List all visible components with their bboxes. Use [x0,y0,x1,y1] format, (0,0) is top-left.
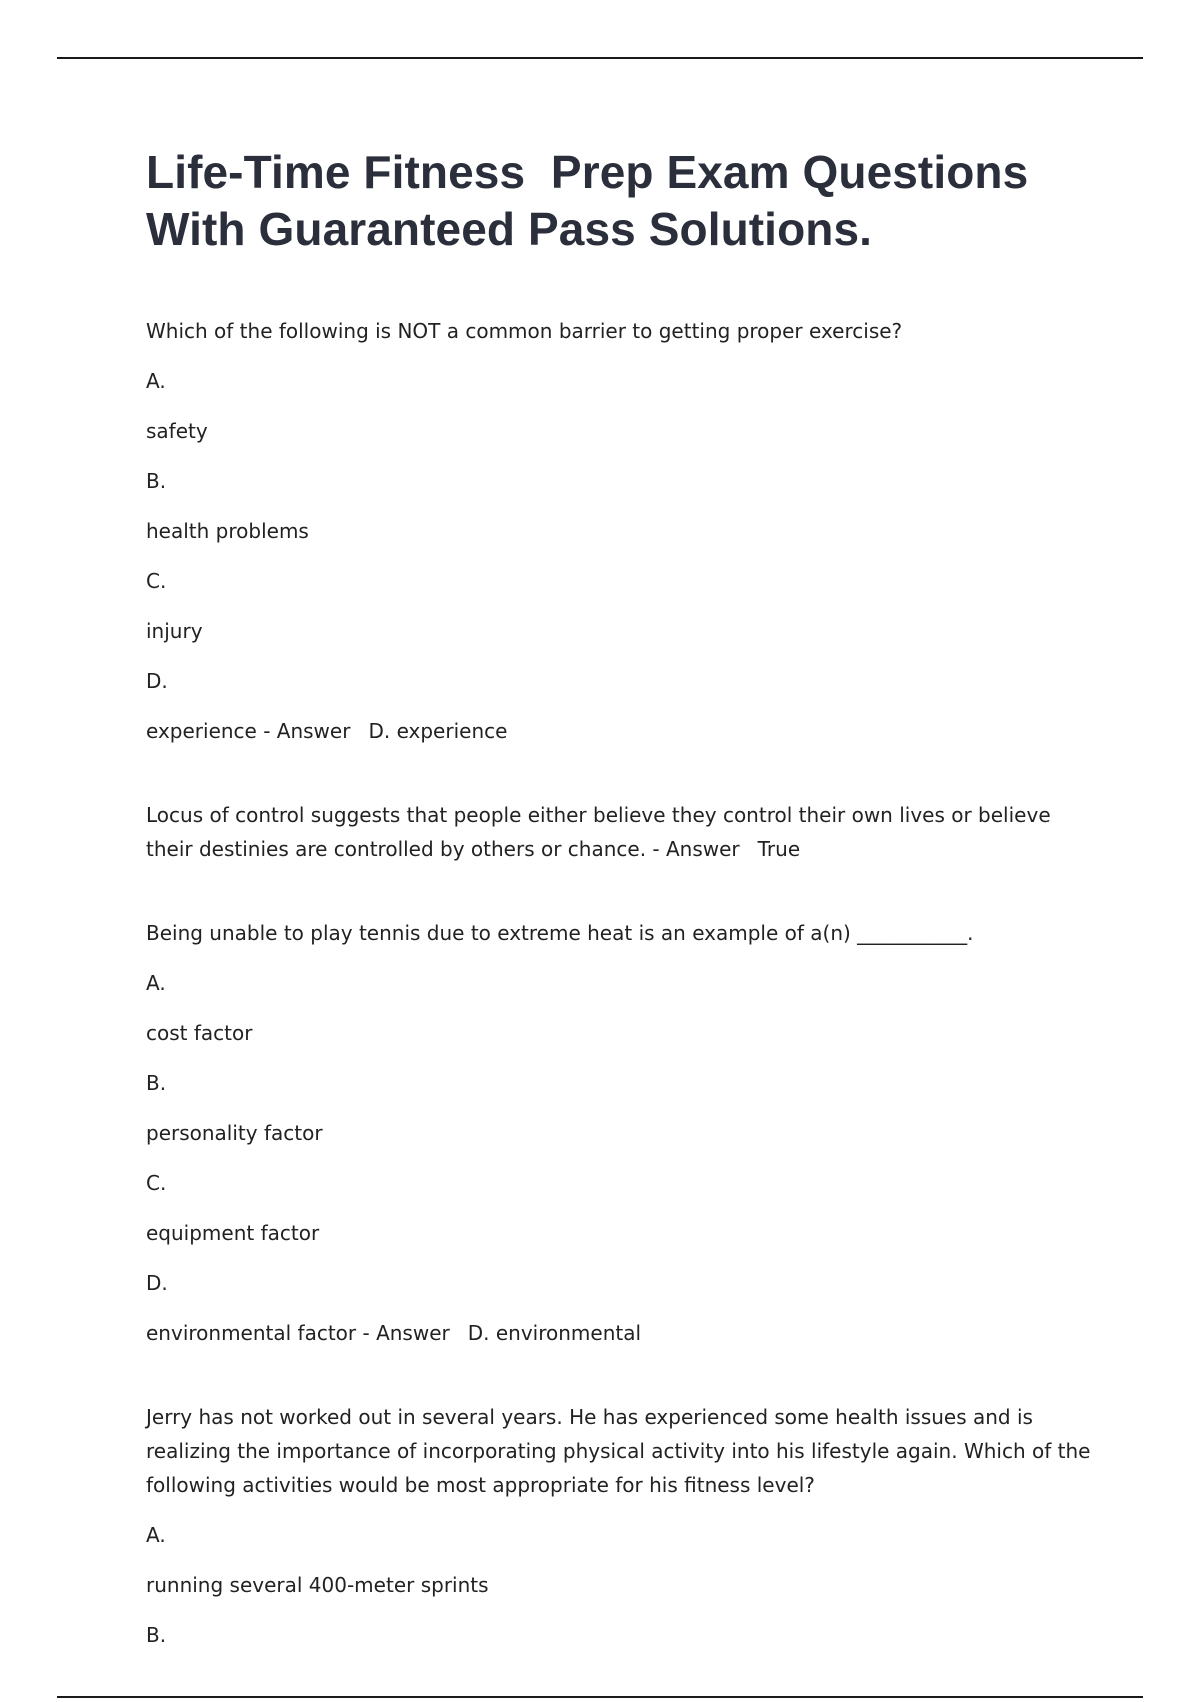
question-statement: Locus of control suggests that people either believe they control their own lives or believe their destinies are controlled by others or chance. - Answer [146,803,1051,861]
option-text: equipment factor [146,1221,320,1245]
option-letter: B. [146,469,167,493]
answer-prefix: experience - Answer [146,719,351,743]
option-letter: D. [146,669,168,693]
question-text [146,798,1096,866]
answer-value: D. environmental [467,1321,642,1345]
option-text: running several 400-meter sprints [146,1573,489,1597]
question-text: Which of the following is NOT a common barrier to getting proper exercise? [146,319,903,343]
question-3 [146,916,1096,1350]
answer-line [146,1316,1096,1350]
question-text: Being unable to play tennis due to extreme heat is an example of a(n) ___________. [146,921,974,945]
option-text: injury [146,619,203,643]
option-text: health problems [146,519,309,543]
top-rule [57,57,1143,59]
question-1 [146,314,1096,748]
answer-value: True [757,837,801,861]
option-letter: A. [146,369,166,393]
option-letter: B. [146,1071,167,1095]
option-letter: C. [146,1171,167,1195]
answer-value: D. experience [368,719,508,743]
question-text: Jerry has not worked out in several years. He has experienced some health issues and is realizing the importance of incorporating physical activity into his lifestyle again. Which of the following activities would be most appropriate for his fitness level? [146,1405,1091,1497]
option-text: cost factor [146,1021,253,1045]
answer-prefix: environmental factor - Answer [146,1321,450,1345]
bottom-rule [57,1696,1143,1698]
answer-line [146,714,1096,748]
option-text: personality factor [146,1121,323,1145]
document-body [146,144,1096,1702]
option-letter: A. [146,1523,166,1547]
option-letter: B. [146,1623,167,1647]
document-title: Life-Time Fitness Prep Exam Questions With Guaranteed Pass Solutions. [146,146,1042,255]
option-letter: D. [146,1271,168,1295]
question-4 [146,1400,1096,1652]
option-letter: A. [146,971,166,995]
option-letter: C. [146,569,167,593]
option-text: safety [146,419,208,443]
question-2 [146,798,1096,866]
